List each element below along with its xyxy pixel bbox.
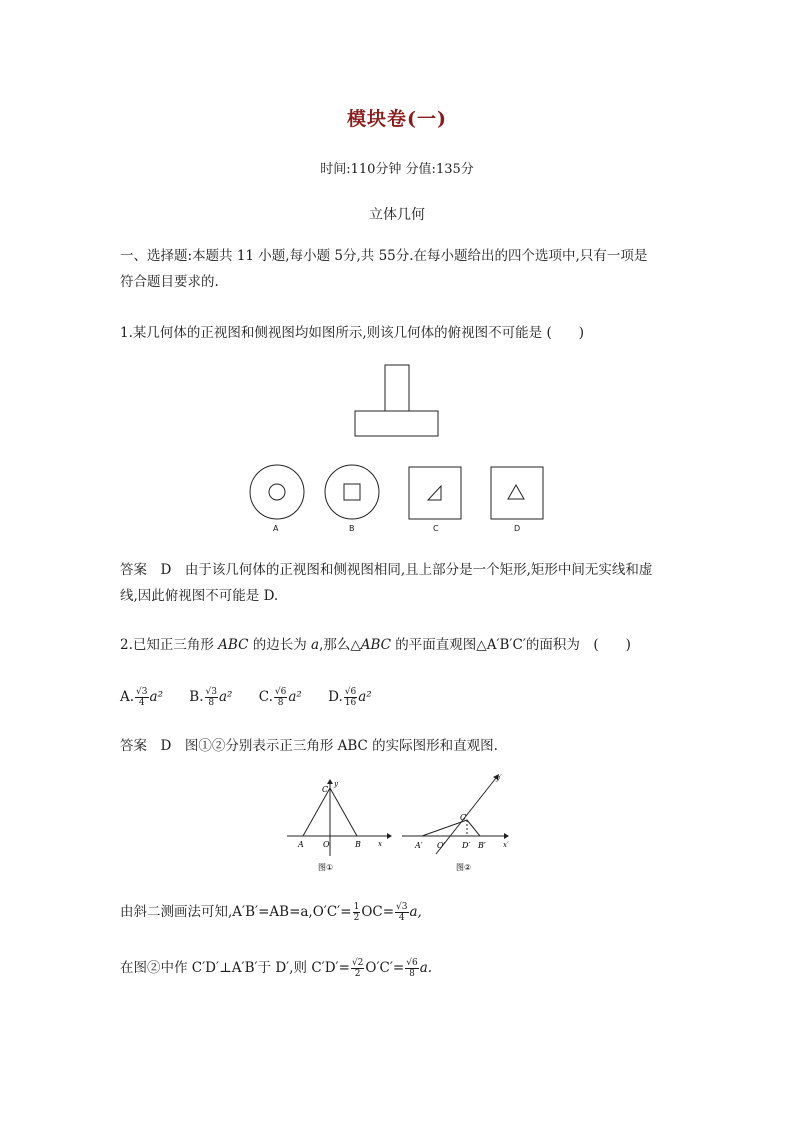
solution-step-2: 在图②中作 C′D′⊥A′B′于 D′,则 C′D′= $\frac{√2}{2}$ O′C′= $\frac{√6}{8}$ a. xyxy=(120,958,433,979)
q1-option-figures xyxy=(248,463,548,538)
option-c-label: C xyxy=(433,524,439,533)
label-y: y xyxy=(334,780,338,788)
answer-1-line-2: 线,因此俯视图不可能是 D. xyxy=(120,588,279,604)
y-axis-arrow xyxy=(327,779,333,784)
part-line-1: 一、选择题:本题共 11 小题,每小题 5分,共 55分.在每小题给出的四个选项中,只有一项是 xyxy=(120,248,648,264)
q2-text-mid2: ,那么△ xyxy=(319,637,361,653)
label-x: x xyxy=(378,840,382,848)
q2-option-d: D. $\frac{√6}{16}$ a² xyxy=(328,687,372,708)
label-y-prime: y′ xyxy=(496,774,502,782)
q2-text-mid3: 的平面直观图△A′B′C′的面积为 ( ) xyxy=(391,637,631,653)
label-x-prime: x′ xyxy=(503,841,509,849)
question-1-answer xyxy=(120,557,680,609)
label-b-prime: B′ xyxy=(478,841,486,850)
upper-rectangle xyxy=(385,365,409,411)
base-rectangle xyxy=(355,411,438,436)
part-line-2: 符合题目要求的. xyxy=(120,274,219,290)
x-axis-arrow xyxy=(387,833,392,839)
label-a-prime: A′ xyxy=(415,841,423,850)
option-d-label: D xyxy=(514,524,521,533)
label-d-prime: D′ xyxy=(462,841,471,850)
option-b-label: B xyxy=(349,524,355,533)
label-o-prime: O′ xyxy=(437,841,446,850)
exam-meta: 时间:110分钟 分值:135分 xyxy=(320,162,474,177)
section-title: 立体几何 xyxy=(369,207,425,223)
x-prime-axis-arrow xyxy=(504,833,509,839)
label-c-prime: C′ xyxy=(460,813,468,822)
q1-front-view-figure xyxy=(354,364,440,440)
question-2-text xyxy=(120,632,680,658)
q2-abc: ABC xyxy=(218,637,249,653)
label-b: B xyxy=(355,840,361,849)
option-d-figure xyxy=(491,467,543,519)
q2-text-mid: 的边长为 xyxy=(248,637,312,653)
q2-option-c: C. $\frac{√6}{8}$ a² xyxy=(258,687,302,708)
option-a-figure xyxy=(250,465,304,519)
question-2-answer: 答案 D 图①②分别表示正三角形 ABC 的实际图形和直观图. xyxy=(120,738,498,754)
option-b-figure xyxy=(325,465,379,519)
q2-option-a: A. $\frac{√3}{4}$ a² xyxy=(120,687,163,708)
q2-abc-2: ABC xyxy=(360,637,392,653)
answer-1-line-1: 答案 D 由于该几何体的正视图和侧视图相同,且上部分是一个矩形,矩形中间无实线和虚 xyxy=(120,562,653,578)
triangle-abc-prime xyxy=(422,820,480,836)
q2-text-prefix: 2.已知正三角形 xyxy=(120,637,219,653)
page-title: 模块卷(一) xyxy=(347,108,447,130)
part-instructions xyxy=(120,243,680,295)
q2-a: a xyxy=(311,637,320,653)
question-2-options xyxy=(120,684,680,710)
figure-1 xyxy=(283,778,393,873)
label-a: A xyxy=(298,840,304,849)
label-c: C xyxy=(322,785,329,794)
solution-step-1: 由斜二测画法可知,A′B′=AB=a,O′C′= $\frac{1}{2}$ OC= $\frac{√3}{4}$ a, xyxy=(120,902,422,923)
figure-1-caption: 图① xyxy=(318,863,334,872)
option-c-figure xyxy=(409,467,461,519)
figure-2-caption: 图② xyxy=(456,863,472,872)
option-a-label: A xyxy=(273,524,279,533)
figure-2 xyxy=(400,770,520,873)
question-1-text: 1.某几何体的正视图和侧视图均如图所示,则该几何体的俯视图不可能是 ( ) xyxy=(120,325,584,341)
q2-option-b: B. $\frac{√3}{8}$ a² xyxy=(189,687,233,708)
label-o: O xyxy=(323,840,330,849)
